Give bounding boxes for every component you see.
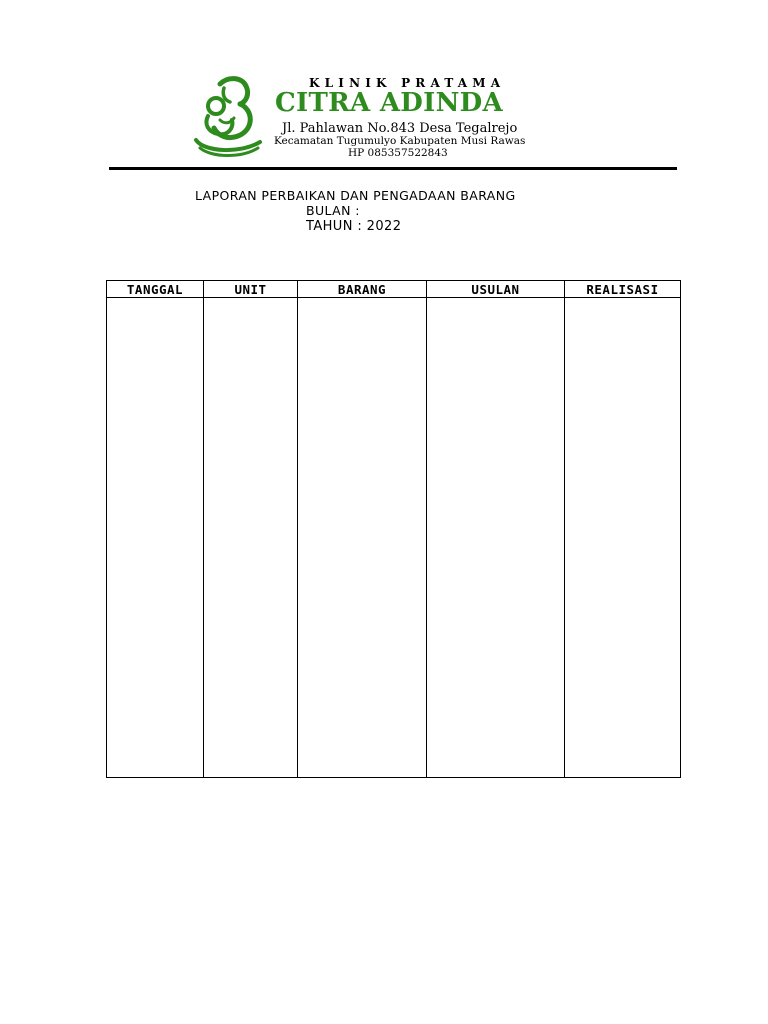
report-table [106, 280, 681, 778]
cell-tanggal [107, 298, 204, 778]
report-month: BULAN : [306, 203, 360, 218]
column-header-tanggal: TANGGAL [107, 281, 204, 298]
column-header-unit: UNIT [204, 281, 298, 298]
clinic-address: Jl. Pahlawan No.843 Desa Tegalrejo [282, 121, 518, 136]
cell-usulan [427, 298, 565, 778]
column-header-barang: BARANG [298, 281, 427, 298]
letterhead-divider [109, 167, 677, 170]
column-header-usulan: USULAN [427, 281, 565, 298]
table-row [107, 298, 681, 778]
clinic-logo-icon [190, 74, 270, 160]
column-header-realisasi: REALISASI [565, 281, 681, 298]
report-title: LAPORAN PERBAIKAN DAN PENGADAAN BARANG [195, 188, 516, 203]
report-year: TAHUN : 2022 [306, 219, 402, 234]
table-header-row [107, 281, 681, 298]
cell-unit [204, 298, 298, 778]
clinic-type: KLINIK PRATAMA [309, 76, 506, 90]
clinic-phone: HP 085357522843 [348, 147, 448, 159]
cell-realisasi [565, 298, 681, 778]
cell-barang [298, 298, 427, 778]
clinic-name: CITRA ADINDA [275, 88, 504, 118]
clinic-district: Kecamatan Tugumulyo Kabupaten Musi Rawas [274, 135, 526, 147]
